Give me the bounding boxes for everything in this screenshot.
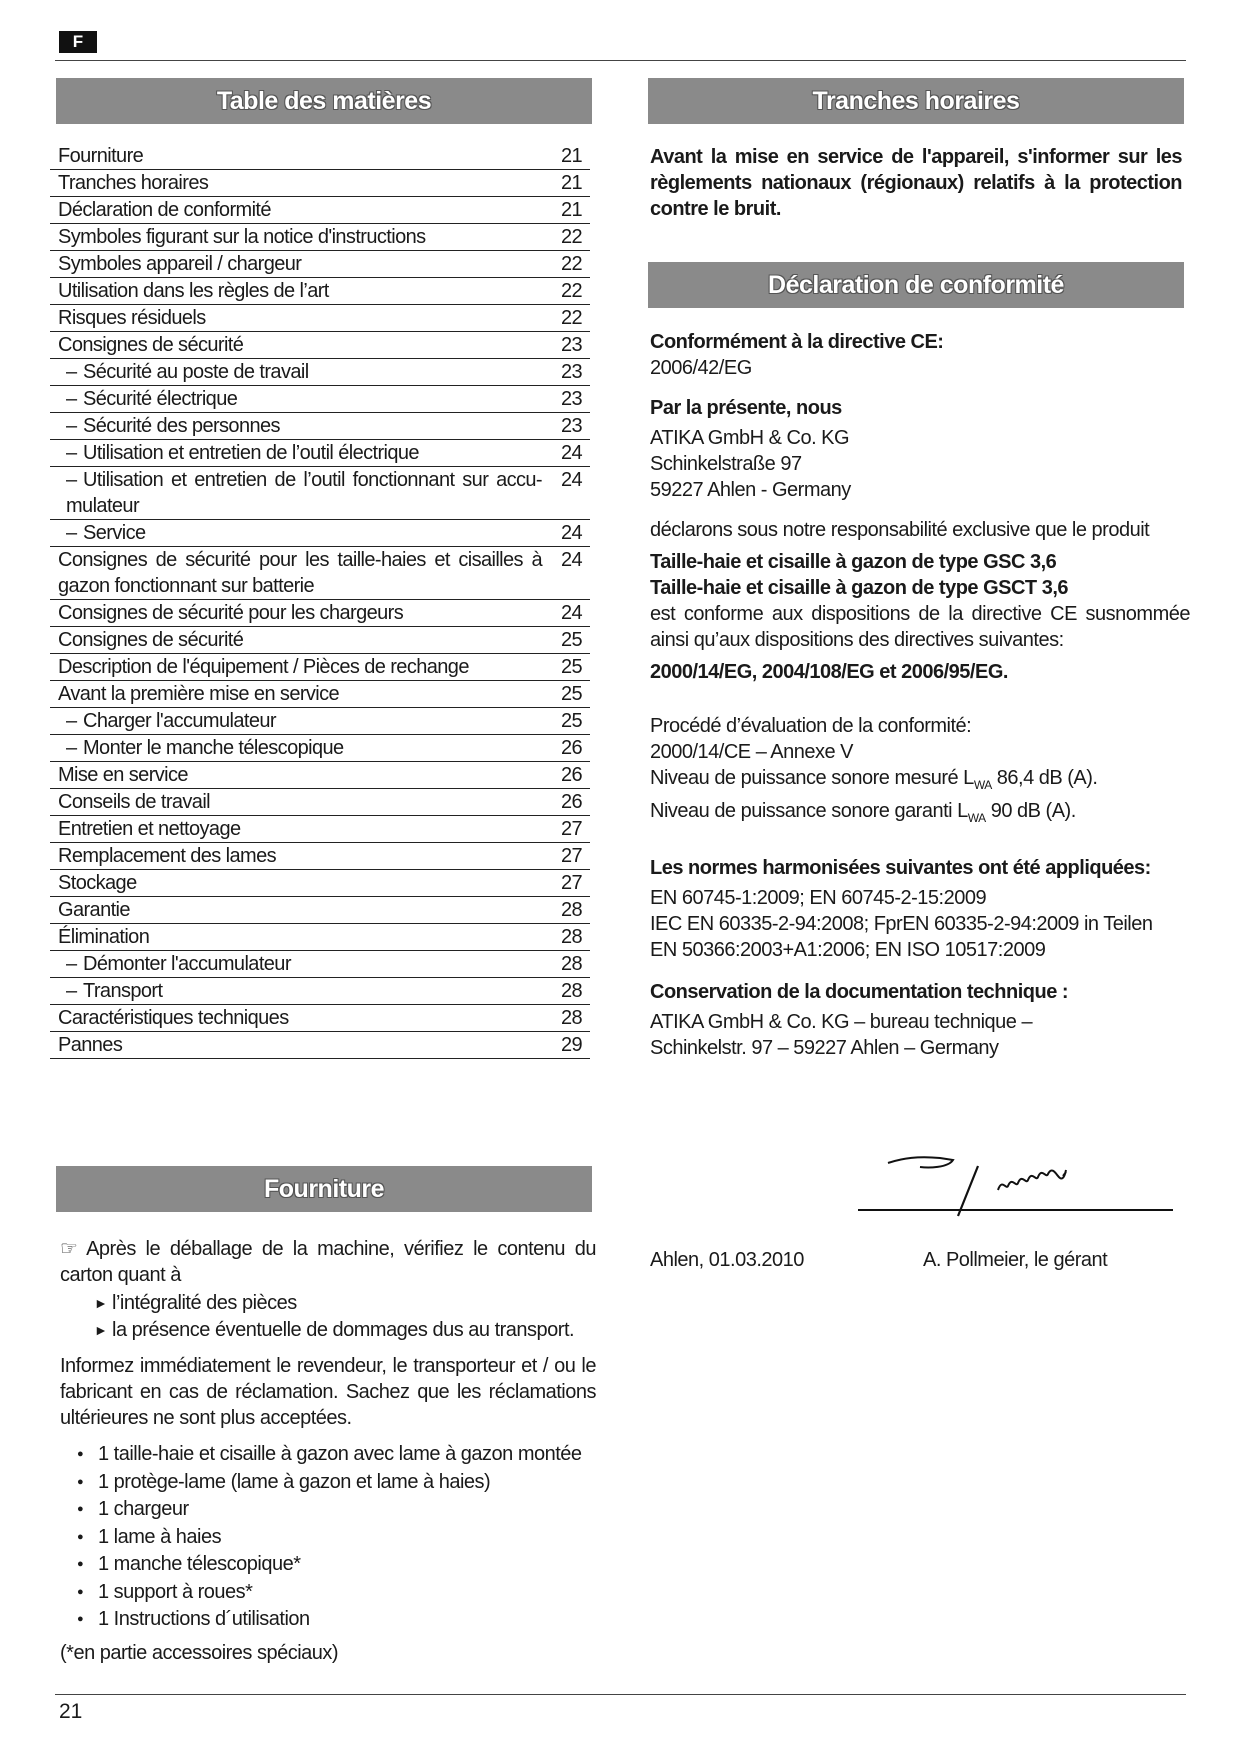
toc-row	[50, 951, 590, 978]
toc-label: – Utilisation et entretien de l’outil fonctionnant sur accu-mulateur	[66, 469, 542, 517]
list-item: ► la présence éventuelle de dommages dus au transport.	[60, 1317, 596, 1344]
toc-label: Remplacement des lames	[58, 845, 277, 867]
toc-page: 23	[560, 334, 582, 356]
toc-label: Symboles figurant sur la notice d'instructions	[58, 226, 426, 248]
toc-row	[50, 1005, 590, 1032]
toc-label: Tranches horaires	[58, 172, 209, 194]
toc-row	[50, 278, 590, 305]
toc-page: 24	[560, 522, 582, 544]
toc-page: 27	[560, 818, 582, 840]
fourniture-intro: ☞ Après le déballage de la machine, vérifiez le contenu du carton quant à	[60, 1238, 597, 1286]
toc-label: Stockage	[58, 872, 137, 894]
signatory: A. Pollmeier, le gérant	[923, 1249, 1108, 1271]
toc-row	[50, 413, 590, 440]
toc-page: 21	[560, 172, 582, 194]
declare-text: déclarons sous notre responsabilité exclusive que le produit	[650, 519, 1150, 541]
documentation-line: Schinkelstr. 97 – 59227 Ahlen – Germany	[650, 1037, 999, 1059]
declaration-section	[650, 329, 1190, 1061]
page-number: 21	[59, 1700, 83, 1723]
company-name: ATIKA GmbH & Co. KG	[650, 427, 850, 449]
toc-row	[50, 332, 590, 359]
toc-row	[50, 897, 590, 924]
toc-page: 25	[560, 656, 582, 678]
toc-label: Caractéristiques techniques	[58, 1007, 289, 1029]
toc-label: – Charger l'accumulateur	[66, 710, 276, 732]
toc-page: 22	[560, 226, 582, 248]
toc-row	[50, 359, 590, 386]
toc-label: Entretien et nettoyage	[58, 818, 241, 840]
toc-page: 22	[560, 253, 582, 275]
table-of-contents	[50, 143, 590, 1059]
toc-row	[50, 224, 590, 251]
toc-label: – Sécurité des personnes	[66, 415, 280, 437]
list-item: ● 1 chargeur	[60, 1496, 596, 1524]
toc-label: Garantie	[58, 899, 130, 921]
documentation-heading: Conservation de la documentation technique :	[650, 981, 1069, 1003]
par-heading: Par la présente, nous	[650, 397, 842, 419]
toc-row	[50, 143, 590, 170]
toc-row	[50, 197, 590, 224]
toc-row	[50, 386, 590, 413]
company-city: 59227 Ahlen - Germany	[650, 479, 851, 501]
conform-text: est conforme aux dispositions de la directive CE susnommée ainsi qu’aux dispositions des directives suivantes:	[650, 603, 1190, 651]
toc-page: 24	[560, 442, 582, 464]
toc-page: 27	[560, 845, 582, 867]
place-date: Ahlen, 01.03.2010	[650, 1249, 804, 1271]
toc-label: – Service	[66, 522, 146, 544]
toc-row	[50, 924, 590, 951]
declaration-title: Déclaration de conformité	[648, 262, 1184, 308]
procedure: 2000/14/CE – Annexe V	[650, 741, 853, 763]
toc-page: 24	[560, 602, 582, 624]
toc-page: 28	[560, 899, 582, 921]
toc-row	[50, 654, 590, 681]
toc-page: 26	[560, 764, 582, 786]
toc-page: 21	[560, 145, 582, 167]
toc-row	[50, 251, 590, 278]
toc-row	[50, 708, 590, 735]
toc-page: 28	[560, 926, 582, 948]
toc-label: Conseils de travail	[58, 791, 211, 813]
toc-page: 25	[560, 710, 582, 732]
toc-label: – Démonter l'accumulateur	[66, 953, 291, 975]
toc-label: Fourniture	[58, 145, 144, 167]
measured-sound-level: Niveau de puissance sonore mesuré $L_{WA}$ 86,4 dB (A).	[650, 767, 1098, 792]
language-badge: F	[59, 31, 97, 53]
product-2: Taille-haie et cisaille à gazon de type GSCT 3,6	[650, 577, 1069, 599]
toc-label: Risques résiduels	[58, 307, 206, 329]
procedure-heading: Procédé d’évaluation de la conformité:	[650, 715, 972, 737]
toc-page: 26	[560, 791, 582, 813]
toc-page: 25	[560, 683, 582, 705]
toc-label: – Transport	[66, 980, 163, 1002]
toc-row	[50, 305, 590, 332]
toc-row	[50, 1032, 590, 1059]
toc-row	[50, 467, 590, 520]
tranches-title: Tranches horaires	[648, 78, 1184, 124]
tranches-text: Avant la mise en service de l'appareil, s'informer sur les règlements nationaux (régionaux) relatifs à la protection contre le bruit.	[650, 146, 1182, 220]
toc-page: 29	[560, 1034, 582, 1056]
toc-row	[50, 600, 590, 627]
pointing-hand-icon: ☞	[60, 1238, 78, 1260]
fourniture-notice: Informez immédiatement le revendeur, le transporteur et / ou le fabricant en cas de réclamation. Sachez que les réclamations ultérieures ne sont plus acceptées.	[60, 1355, 596, 1429]
list-item: ● 1 lame à haies	[60, 1524, 596, 1552]
standard-line: EN 60745-1:2009; EN 60745-2-15:2009	[650, 887, 987, 909]
footnote: (*en partie accessoires spéciaux)	[60, 1641, 339, 1664]
toc-page: 25	[560, 629, 582, 651]
toc-page: 28	[560, 980, 582, 1002]
check-list	[60, 1290, 596, 1344]
fourniture-section	[60, 1236, 596, 1666]
standard-line: EN 50366:2003+A1:2006; EN ISO 10517:2009	[650, 939, 1046, 961]
list-item: ● 1 support à roues*	[60, 1579, 596, 1607]
fourniture-title: Fourniture	[56, 1166, 592, 1212]
toc-label: Consignes de sécurité	[58, 334, 244, 356]
toc-page: 22	[560, 307, 582, 329]
toc-label: Description de l'équipement / Pièces de rechange	[58, 656, 469, 678]
header-rule	[55, 60, 1186, 61]
toc-row	[50, 843, 590, 870]
directive-heading: Conformément à la directive CE:	[650, 331, 944, 353]
toc-label: Utilisation dans les règles de l’art	[58, 280, 329, 302]
toc-row	[50, 547, 590, 600]
product-1: Taille-haie et cisaille à gazon de type GSC 3,6	[650, 551, 1057, 573]
toc-row	[50, 870, 590, 897]
toc-title: Table des matières	[56, 78, 592, 124]
toc-page: 27	[560, 872, 582, 894]
footer-rule	[55, 1694, 1186, 1695]
toc-label: Avant la première mise en service	[58, 683, 340, 705]
directives: 2000/14/EG, 2004/108/EG et 2006/95/EG.	[650, 661, 1008, 683]
list-item: ● 1 manche télescopique*	[60, 1551, 596, 1579]
standard-line: IEC EN 60335-2-94:2008; FprEN 60335-2-94:2009 in Teilen	[650, 913, 1153, 935]
toc-label: – Monter le manche télescopique	[66, 737, 344, 759]
toc-row	[50, 816, 590, 843]
guaranteed-sound-level: Niveau de puissance sonore garanti $L_{WA}$ 90 dB (A).	[650, 800, 1076, 825]
toc-row	[50, 681, 590, 708]
toc-label: Déclaration de conformité	[58, 199, 271, 221]
list-item: ● 1 protège-lame (lame à gazon et lame à haies)	[60, 1469, 596, 1497]
toc-page: 22	[560, 280, 582, 302]
toc-page: 23	[560, 388, 582, 410]
toc-label: Symboles appareil / chargeur	[58, 253, 302, 275]
toc-label: – Sécurité électrique	[66, 388, 238, 410]
toc-label: Consignes de sécurité	[58, 629, 244, 651]
toc-label: Consignes de sécurité pour les chargeurs	[58, 602, 404, 624]
directive: 2006/42/EG	[650, 357, 752, 379]
toc-label: Consignes de sécurité pour les taille-haies et cisailles à gazon fonctionnant sur batterie	[58, 549, 542, 597]
list-item: ● 1 Instructions d´utilisation	[60, 1606, 596, 1634]
toc-page: 21	[560, 199, 582, 221]
toc-row	[50, 520, 590, 547]
company-street: Schinkelstraße 97	[650, 453, 802, 475]
toc-label: Pannes	[58, 1034, 123, 1056]
toc-page: 23	[560, 415, 582, 437]
toc-label: – Sécurité au poste de travail	[66, 361, 309, 383]
toc-row	[50, 627, 590, 654]
signature-image	[858, 1148, 1180, 1238]
toc-row	[50, 978, 590, 1005]
list-item: ► l’intégralité des pièces	[60, 1290, 596, 1317]
toc-page: 26	[560, 737, 582, 759]
toc-page: 28	[560, 1007, 582, 1029]
toc-label: – Utilisation et entretien de l’outil électrique	[66, 442, 419, 464]
toc-row	[50, 762, 590, 789]
documentation-line: ATIKA GmbH & Co. KG – bureau technique –	[650, 1011, 1033, 1033]
toc-page: 23	[560, 361, 582, 383]
toc-page: 24	[560, 469, 582, 491]
toc-row	[50, 170, 590, 197]
list-item: ● 1 taille-haie et cisaille à gazon avec lame à gazon montée	[60, 1441, 596, 1469]
standards-heading: Les normes harmonisées suivantes ont été appliquées:	[650, 857, 1151, 879]
toc-label: Mise en service	[58, 764, 188, 786]
toc-row	[50, 789, 590, 816]
toc-page: 28	[560, 953, 582, 975]
toc-row	[50, 440, 590, 467]
delivery-items-list	[60, 1441, 596, 1634]
toc-label: Élimination	[58, 926, 150, 948]
toc-row	[50, 735, 590, 762]
toc-page: 24	[560, 549, 582, 571]
